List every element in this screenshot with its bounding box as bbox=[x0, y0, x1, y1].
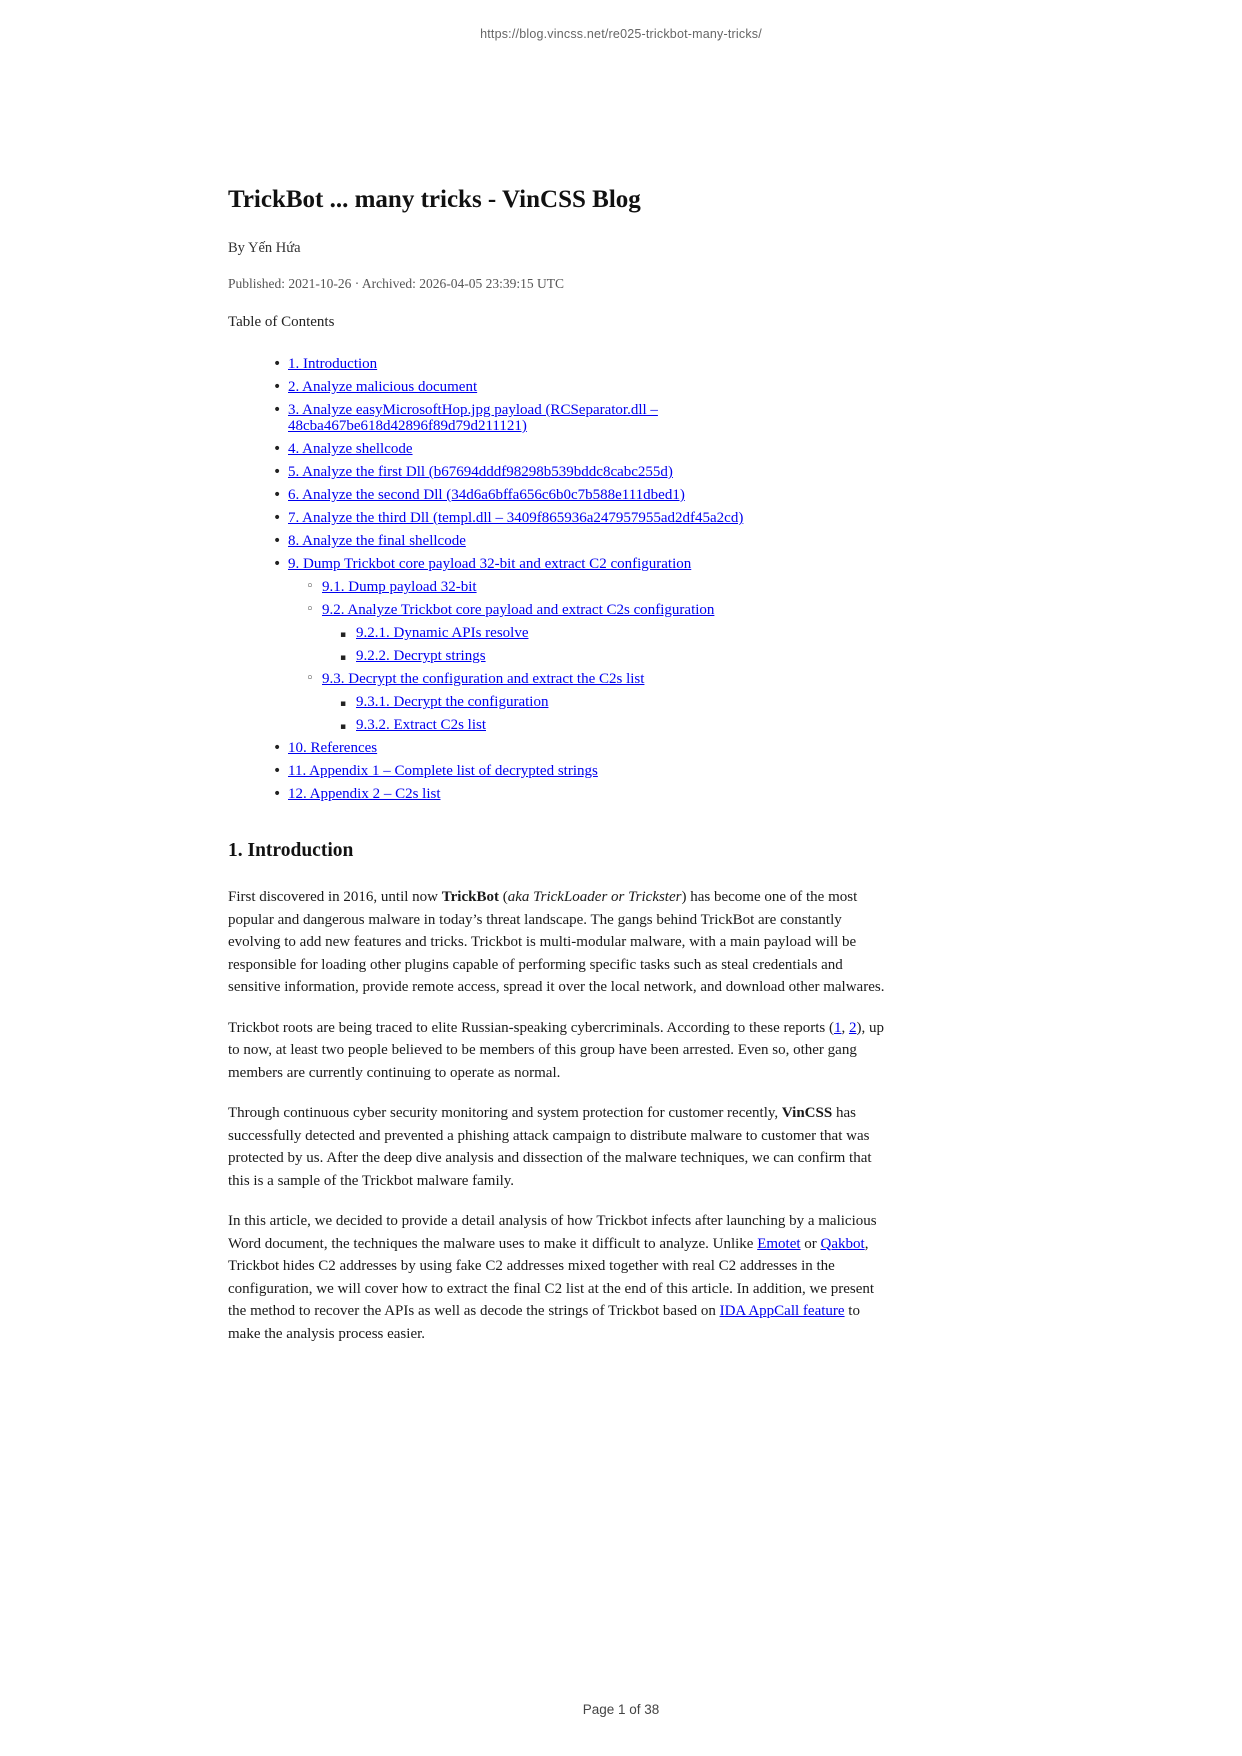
text-segment: to make the analysis process easier. bbox=[228, 1303, 860, 1342]
toc-item bbox=[228, 717, 888, 733]
paragraph bbox=[228, 886, 888, 999]
toc-link[interactable]: 11. Appendix 1 – Complete list of decrypted strings bbox=[288, 763, 598, 779]
page-footer: Page 1 of 38 bbox=[582, 1702, 660, 1717]
inline-link[interactable]: Emotet bbox=[757, 1235, 801, 1252]
toc-link[interactable]: 12. Appendix 2 – C2s list bbox=[288, 786, 441, 802]
toc-item bbox=[228, 625, 888, 641]
bullet-icon: • bbox=[273, 487, 282, 503]
bullet-icon: ▪ bbox=[340, 722, 347, 732]
section-heading-introduction: 1. Introduction bbox=[228, 840, 354, 861]
bullet-icon: • bbox=[273, 533, 282, 549]
toc-item bbox=[228, 533, 888, 549]
toc-link[interactable]: 9.2.1. Dynamic APIs resolve bbox=[356, 625, 529, 641]
toc-link[interactable]: 3. Analyze easyMicrosoftHop.jpg payload (RCSeparator.dll – 48cba467be618d42896f89d79d211121) bbox=[288, 402, 658, 434]
toc-link[interactable]: 7. Analyze the third Dll (templ.dll – 3409f865936a247957955ad2df45a2cd) bbox=[288, 510, 744, 526]
toc-item bbox=[228, 671, 888, 687]
text-segment: has successfully detected and prevented a phishing attack campaign to distribute malware to customer that was protected by us. After the deep dive analysis and dissection of the malware techniques, we can confirm that this is a sample of the Trickbot malware family. bbox=[228, 1105, 872, 1189]
bullet-icon: ▪ bbox=[340, 653, 347, 663]
toc-item bbox=[228, 602, 888, 618]
text-segment: or bbox=[800, 1235, 821, 1252]
bullet-icon: • bbox=[273, 786, 282, 802]
text-segment: ), up to now, at least two people believed to be members of this group have been arrested. Even so, other gang members are currently continuing to operate as normal. bbox=[228, 1019, 884, 1081]
article-content bbox=[228, 0, 888, 1363]
inline-link[interactable]: IDA AppCall feature bbox=[719, 1303, 845, 1319]
toc-link[interactable]: 9.2.2. Decrypt strings bbox=[356, 648, 486, 664]
toc-link[interactable]: 2. Analyze malicious document bbox=[288, 379, 478, 395]
article-title: TrickBot ... many tricks - VinCSS Blog bbox=[228, 186, 641, 213]
bullet-icon: ◦ bbox=[306, 602, 314, 617]
text-segment: ( bbox=[498, 889, 508, 905]
inline-link[interactable]: 1 bbox=[833, 1019, 842, 1036]
toc-item bbox=[228, 786, 888, 802]
article-body bbox=[228, 886, 888, 1345]
text-segment: In this article, we decided to provide a detail analysis of how Trickbot infects after launching by a malicious Word document, the techniques the malware uses to make it difficult to analyze. Unlike bbox=[228, 1213, 877, 1252]
toc-item bbox=[228, 556, 888, 572]
text-segment: Through continuous cyber security monitoring and system protection for customer recently, bbox=[228, 1105, 782, 1121]
toc-item bbox=[228, 441, 888, 457]
toc-item bbox=[228, 740, 888, 756]
text-segment: VinCSS bbox=[781, 1105, 833, 1121]
inline-link[interactable]: Qakbot bbox=[820, 1235, 865, 1252]
published-archived-meta: Published: 2021-10-26 · Archived: 2026-04-05 23:39:15 UTC bbox=[228, 276, 564, 291]
paragraph bbox=[228, 1102, 888, 1192]
bullet-icon: • bbox=[273, 740, 282, 756]
page-header-url: https://blog.vincss.net/re025-trickbot-many-tricks/ bbox=[480, 27, 762, 41]
bullet-icon: • bbox=[273, 356, 282, 372]
toc-item bbox=[228, 648, 888, 664]
text-segment: TrickBot bbox=[441, 889, 499, 905]
bullet-icon: ◦ bbox=[306, 579, 314, 594]
toc-item bbox=[228, 379, 888, 395]
toc-title: Table of Contents bbox=[228, 314, 335, 330]
toc-link[interactable]: 4. Analyze shellcode bbox=[288, 441, 413, 457]
toc-link[interactable]: 8. Analyze the final shellcode bbox=[288, 533, 466, 549]
toc-link[interactable]: 1. Introduction bbox=[288, 356, 378, 372]
toc-item bbox=[228, 402, 888, 434]
bullet-icon: ◦ bbox=[306, 671, 314, 686]
text-segment: aka TrickLoader or Trickster bbox=[507, 889, 682, 905]
paragraph bbox=[228, 1017, 888, 1085]
toc-item bbox=[228, 763, 888, 779]
toc-item bbox=[228, 579, 888, 595]
toc-item bbox=[228, 464, 888, 480]
bullet-icon: • bbox=[273, 556, 282, 572]
text-segment: ) has become one of the most popular and dangerous malware in today’s threat landscape. The gangs behind TrickBot are constantly evolving to add new features and tricks. Trickbot is multi-modular malware, with a main payload will be responsible for loading other plugins capable of performing specific tasks such as steal credentials and sensitive information, provide remote access, spread it over the local network, and download other malwares. bbox=[228, 889, 885, 995]
bullet-icon: • bbox=[273, 464, 282, 480]
toc-link[interactable]: 6. Analyze the second Dll (34d6a6bffa656c6b0c7b588e111dbed1) bbox=[288, 487, 685, 503]
byline: By Yến Hứa bbox=[228, 240, 301, 256]
bullet-icon: • bbox=[273, 763, 282, 779]
toc-link[interactable]: 9.1. Dump payload 32-bit bbox=[322, 579, 477, 595]
text-segment: , Trickbot hides C2 addresses by using fake C2 addresses mixed together with real C2 addresses in the configuration, we will cover how to extract the final C2 list at the end of this article. In addition, we present the method to recover the APIs as well as decode the strings of Trickbot based on bbox=[228, 1235, 875, 1319]
table-of-contents bbox=[228, 356, 888, 802]
toc-link[interactable]: 9.3.2. Extract C2s list bbox=[356, 717, 486, 733]
bullet-icon: • bbox=[273, 379, 282, 395]
toc-item bbox=[228, 356, 888, 372]
toc-link[interactable]: 10. References bbox=[288, 740, 378, 756]
toc-link[interactable]: 9.2. Analyze Trickbot core payload and extract C2s configuration bbox=[322, 602, 715, 618]
bullet-icon: ▪ bbox=[340, 699, 347, 709]
bullet-icon: • bbox=[273, 510, 282, 526]
text-segment: First discovered in 2016, until now bbox=[228, 889, 442, 905]
paragraph bbox=[228, 1210, 888, 1345]
bullet-icon: ▪ bbox=[340, 630, 347, 640]
toc-link[interactable]: 5. Analyze the first Dll (b67694dddf98298b539bddc8cabc255d) bbox=[288, 464, 673, 480]
bullet-icon: • bbox=[273, 402, 282, 418]
inline-link[interactable]: 2 bbox=[848, 1019, 857, 1036]
toc-link[interactable]: 9. Dump Trickbot core payload 32-bit and extract C2 configuration bbox=[288, 556, 692, 572]
toc-item bbox=[228, 487, 888, 503]
bullet-icon: • bbox=[273, 441, 282, 457]
text-segment: , bbox=[841, 1019, 849, 1036]
toc-item bbox=[228, 694, 888, 710]
toc-link[interactable]: 9.3. Decrypt the configuration and extract the C2s list bbox=[322, 671, 645, 687]
toc-item bbox=[228, 510, 888, 526]
toc-link[interactable]: 9.3.1. Decrypt the configuration bbox=[356, 694, 549, 710]
text-segment: Trickbot roots are being traced to elite Russian-speaking cybercriminals. According to these reports ( bbox=[228, 1019, 834, 1036]
